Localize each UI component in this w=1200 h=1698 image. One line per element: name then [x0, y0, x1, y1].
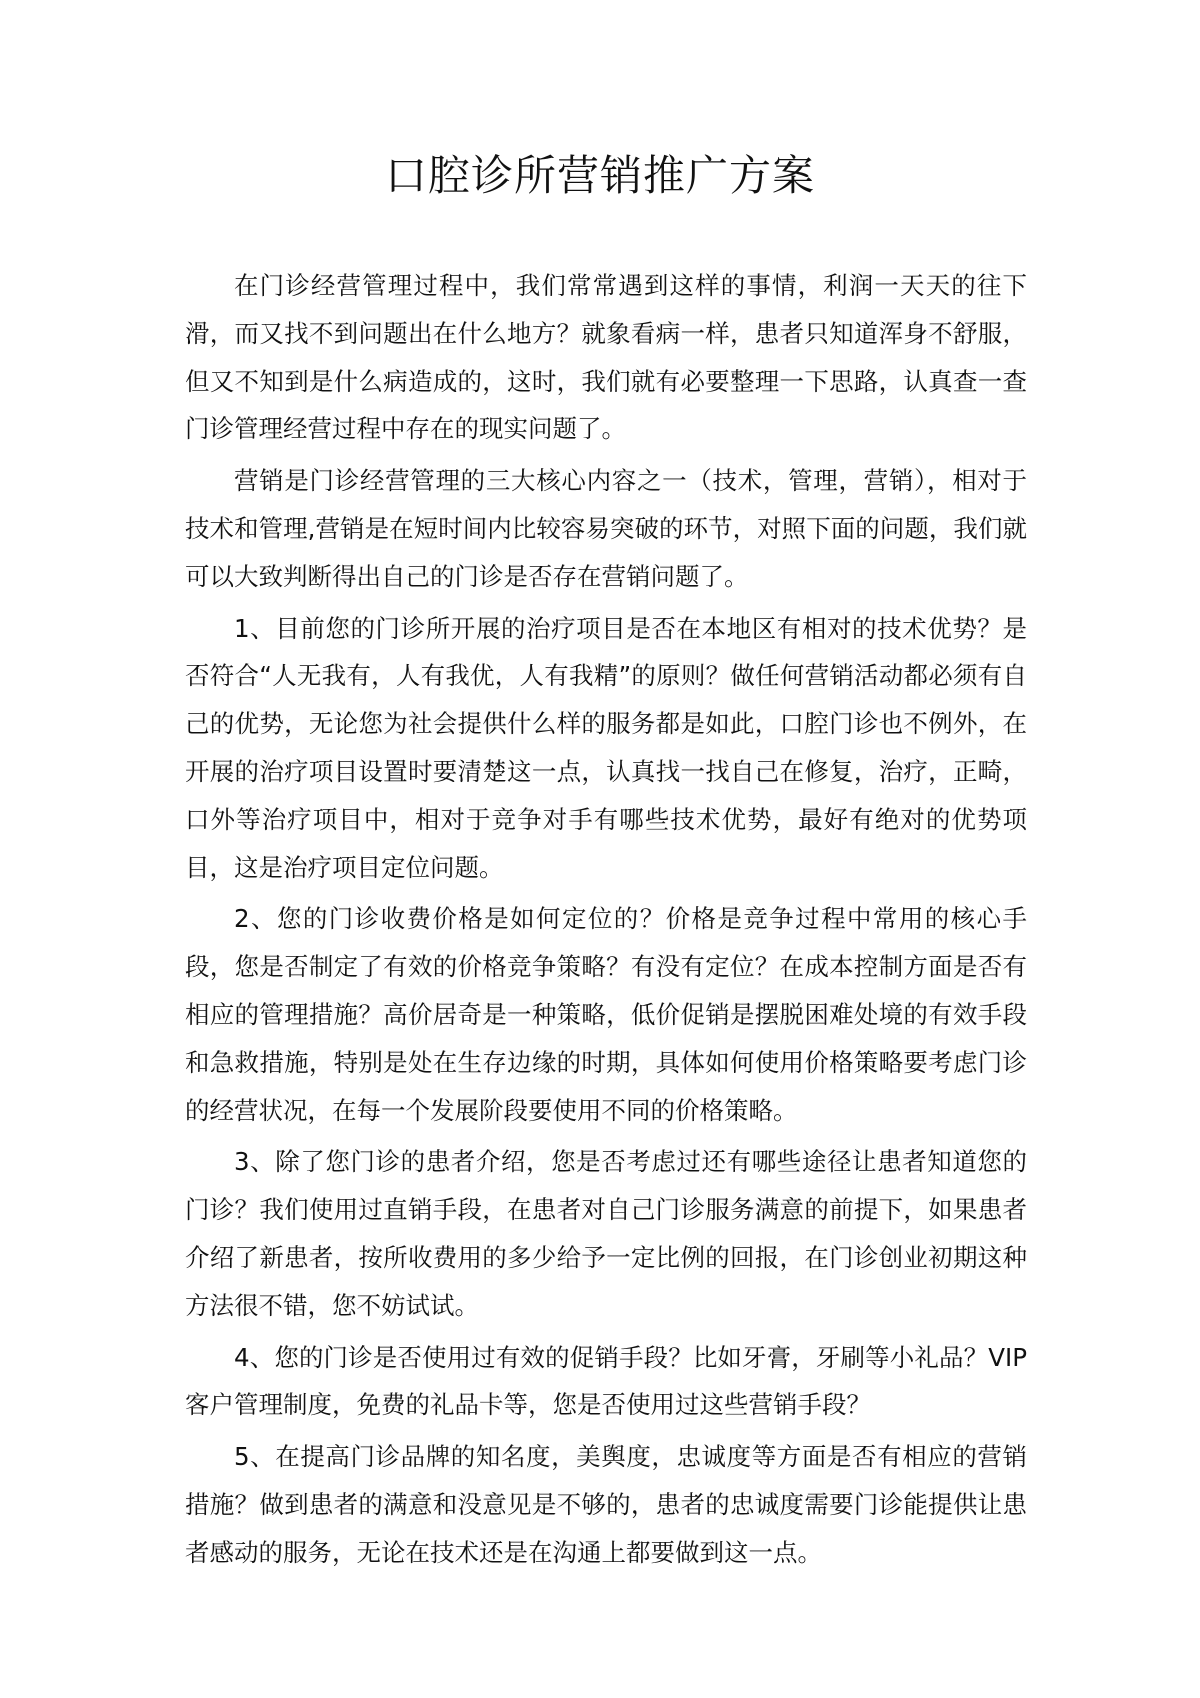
- paragraph-marketing-core: 营销是门诊经营管理的三大核心内容之一（技术，管理，营销），相对于技术和管理,营销是在短时间内比较容易突破的环节，对照下面的问题，我们就可以大致判断得出自己的门诊是否存在营销问题了。: [185, 466, 1027, 591]
- paragraph-intro: 在门诊经营管理过程中，我们常常遇到这样的事情，利润一天天的往下滑，而又找不到问题出在什么地方？就象看病一样，患者只知道浑身不舒服，但又不知到是什么病造成的，这时，我们就有必要整理一下思路，认真查一查门诊管理经营过程中存在的现实问题了。: [185, 271, 1027, 444]
- paragraph-item-3: 3、除了您门诊的患者介绍，您是否考虑过还有哪些途径让患者知道您的门诊？我们使用过直销手段，在患者对自己门诊服务满意的前提下，如果患者介绍了新患者，按所收费用的多少给予一定比例的回报，在门诊创业初期这种方法很不错，您不妨试试。: [185, 1147, 1027, 1320]
- paragraph-item-5: 5、在提高门诊品牌的知名度，美舆度，忠诚度等方面是否有相应的营销措施？做到患者的满意和没意见是不够的，患者的忠诚度需要门诊能提供让患者感动的服务，无论在技术还是在沟通上都要做到这一点。: [185, 1442, 1027, 1567]
- paragraph-item-4: 4、您的门诊是否使用过有效的促销手段？比如牙膏，牙刷等小礼品？VIP客户管理制度，免费的礼品卡等，您是否使用过这些营销手段？: [185, 1342, 1027, 1420]
- document-body: [185, 262, 1027, 1581]
- document-title: 口腔诊所营销推广方案: [384, 151, 815, 200]
- paragraph-item-2: 2、您的门诊收费价格是如何定位的？价格是竞争过程中常用的核心手段，您是否制定了有效的价格竞争策略？有没有定位？在成本控制方面是否有相应的管理措施？高价居奇是一种策略，低价促销是摆脱困难处境的有效手段和急救措施，特别是处在生存边缘的时期，具体如何使用价格策略要考虑门诊的经营状况，在每一个发展阶段要使用不同的价格策略。: [185, 904, 1027, 1125]
- paragraph-item-1: 1、目前您的门诊所开展的治疗项目是否在本地区有相对的技术优势？是否符合“人无我有，人有我优，人有我精”的原则？做任何营销活动都必须有自己的优势，无论您为社会提供什么样的服务都是如此，口腔门诊也不例外，在开展的治疗项目设置时要清楚这一点，认真找一找自己在修复，治疗，正畸，口外等治疗项目中，相对于竞争对手有哪些技术优势，最好有绝对的优势项目，这是治疗项目定位问题。: [185, 613, 1027, 882]
